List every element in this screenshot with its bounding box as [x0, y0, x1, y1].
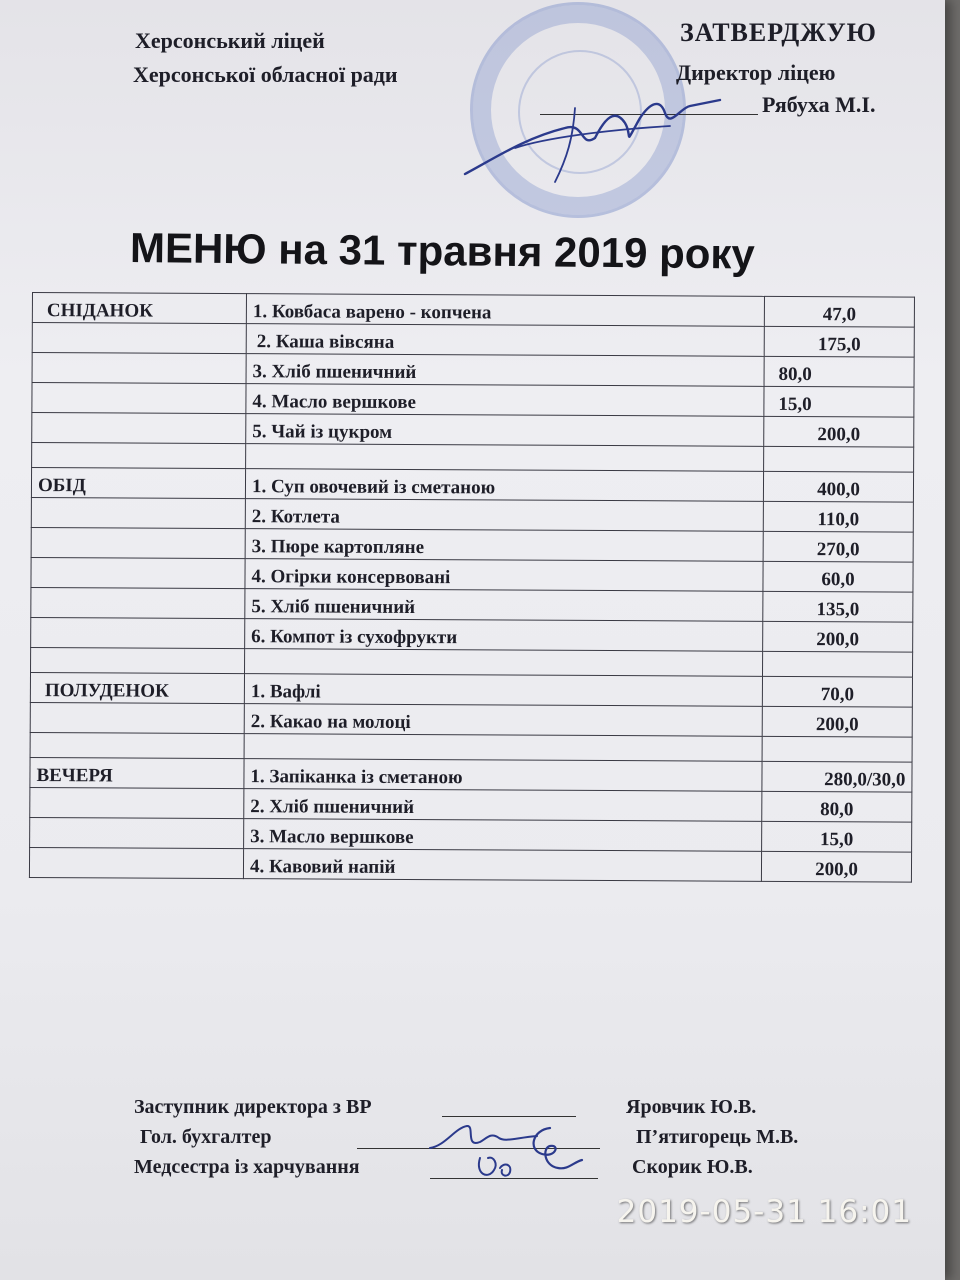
dish-name: 4. Кавовий напій	[243, 849, 761, 882]
dish-quantity: 200,0	[762, 706, 912, 737]
nurse-signature	[470, 1118, 590, 1184]
menu-table	[29, 292, 915, 883]
dish-quantity: 200,0	[763, 621, 913, 652]
dish-name: 2. Какао на молоці	[244, 704, 762, 737]
nurse-role: Медсестра із харчування	[134, 1156, 360, 1178]
table-row	[30, 702, 912, 737]
accountant-name: П’ятигорець М.В.	[636, 1126, 799, 1148]
dish-name: 3. Хліб пшеничний	[246, 354, 764, 387]
director-name: Рябуха М.І.	[762, 92, 876, 117]
dish-name: 4. Масло вершкове	[246, 384, 764, 417]
dish-quantity: 47,0	[764, 296, 914, 327]
table-row	[31, 468, 913, 503]
dish-quantity: 200,0	[761, 851, 911, 882]
table-row	[32, 353, 914, 388]
photo-timestamp: 2019-05-31 16:01	[616, 1194, 912, 1230]
director-signature	[455, 78, 735, 188]
dish-name: 3. Масло вершкове	[244, 819, 762, 852]
table-row	[32, 413, 914, 448]
table-row	[30, 757, 912, 792]
dish-quantity: 15,0	[764, 386, 914, 417]
meal-label-breakfast: СНІДАНОК	[32, 293, 246, 324]
table-row	[32, 323, 914, 358]
dish-name: 6. Компот із сухофрукти	[245, 619, 763, 652]
dish-name: 1. Ковбаса варено - копчена	[246, 294, 764, 327]
school-name-line1: Херсонський ліцей	[135, 28, 325, 53]
nurse-name: Скорик Ю.В.	[632, 1156, 753, 1178]
meal-label-lunch: ОБІД	[31, 468, 245, 499]
dish-name: 1. Запіканка із сметаною	[244, 759, 762, 792]
table-row	[29, 847, 911, 882]
table-row	[30, 817, 912, 852]
meal-label-snack: ПОЛУДЕНОК	[30, 672, 244, 703]
dish-quantity: 175,0	[764, 326, 914, 357]
dish-name: 4. Огірки консервовані	[245, 559, 763, 592]
dish-quantity: 280,0/30,0	[762, 761, 912, 792]
dish-quantity: 270,0	[763, 531, 913, 562]
meal-label-dinner: ВЕЧЕРЯ	[30, 757, 244, 788]
dish-quantity: 15,0	[762, 821, 912, 852]
dish-name: 1. Суп овочевий із сметаною	[245, 469, 763, 502]
dish-quantity: 70,0	[762, 676, 912, 707]
dish-quantity: 80,0	[762, 791, 912, 822]
dish-quantity: 110,0	[763, 501, 913, 532]
dish-name: 3. Пюре картопляне	[245, 529, 763, 562]
dish-name: 2. Котлета	[245, 499, 763, 532]
table-row	[32, 383, 914, 418]
menu-title: МЕНЮ на 31 травня 2019 року	[129, 224, 756, 278]
dish-name: 2. Каша вівсяна	[246, 324, 764, 357]
dish-quantity: 135,0	[763, 591, 913, 622]
director-role: Директор ліцею	[676, 60, 836, 85]
deputy-signature-line	[442, 1116, 576, 1117]
dish-quantity: 80,0	[764, 356, 914, 387]
table-row	[31, 557, 913, 592]
table-row	[31, 587, 913, 622]
table-row	[31, 617, 913, 652]
dish-name: 5. Хліб пшеничний	[245, 589, 763, 622]
table-row	[31, 497, 913, 532]
deputy-role: Заступник директора з ВР	[134, 1096, 372, 1118]
table-row	[31, 527, 913, 562]
school-name-line2: Херсонської обласної ради	[133, 62, 398, 87]
table-row	[30, 787, 912, 822]
dish-quantity: 200,0	[764, 416, 914, 447]
accountant-role: Гол. бухгалтер	[140, 1126, 272, 1148]
dish-name: 1. Вафлі	[244, 674, 762, 707]
dish-quantity: 60,0	[763, 561, 913, 592]
dish-name: 2. Хліб пшеничний	[244, 789, 762, 822]
table-row	[30, 672, 912, 707]
table-row	[32, 293, 914, 328]
deputy-name: Яровчик Ю.В.	[626, 1096, 757, 1118]
dish-name: 5. Чай із цукром	[246, 414, 764, 447]
approval-label: ЗАТВЕРДЖУЮ	[680, 18, 877, 47]
dish-quantity: 400,0	[763, 471, 913, 502]
